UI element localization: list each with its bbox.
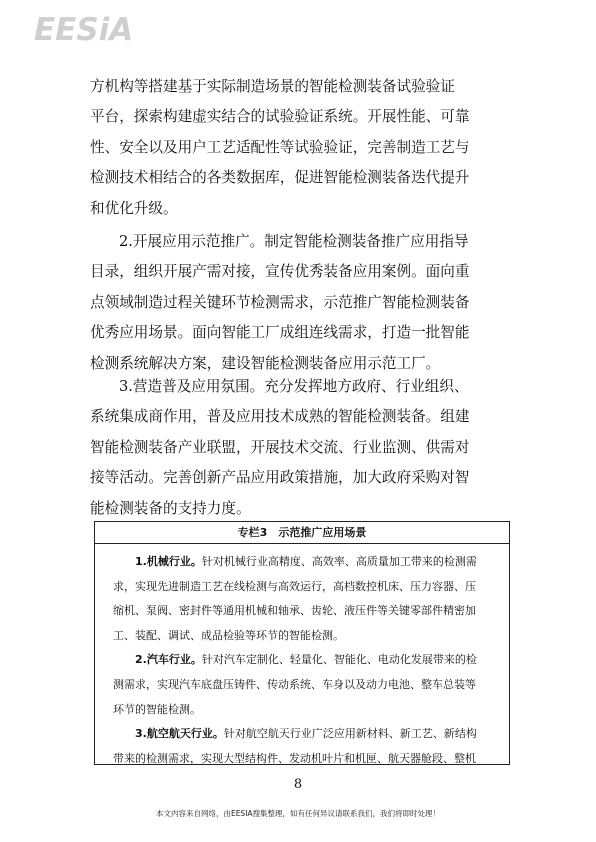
text-line: 检测系统解决方案，建设智能检测装备应用示范工厂。 [90,354,441,372]
paragraph-application-promotion [90,227,512,379]
paragraph-atmosphere [90,372,512,524]
text-line: 和优化升级。 [90,199,178,217]
text-line: 3.营造普及应用氛围。充分发挥地方政府、行业组织、 [119,378,469,395]
box-item-automotive [113,648,497,722]
text-line: 点领域制造过程关键环节检测需求，示范推广智能检测装备 [90,293,470,311]
item-line: 求，实现先进制造工艺在线检测与高效运行，高档数控机床、压力容器、压 [113,579,476,593]
footer-notice: 本文内容来自网络，由EESIA搜集整理，如有任何异议请联系我们，我们将即时处理！ [155,809,441,818]
page-number: 8 [293,777,303,792]
text-line: 2.开展应用示范推广。制定智能检测装备推广应用指导 [119,233,469,250]
text-line: 检测技术相结合的各类数据库，促进智能检测装备迭代提升 [90,169,470,187]
item-line: 带来的检测需求，实现大型结构件、发动机叶片和机匣、航天器舱段、整机 [113,751,476,765]
box-item-aerospace [113,722,497,765]
item-heading: 3.航空航天行业。 [135,727,224,741]
item-heading: 1.机械行业。 [135,555,202,568]
column-box [94,521,510,765]
text-line: 智能检测装备产业联盟，开展技术交流、行业监测、供需对 [90,438,470,456]
text-line: 方机构等搭建基于实际制造场景的智能检测装备试验验证 [90,78,455,95]
box-item-machinery [113,550,497,648]
eesia-logo: EESiA [34,12,134,48]
item-line: 环节的智能检测。 [113,702,201,716]
box-body [95,544,509,765]
text-line: 目录，组织开展产需对接，宣传优秀装备应用案例。面向重 [90,263,470,281]
text-line: 平台，探索构建虚实结合的试验验证系统。开展性能、可靠 [90,108,470,126]
text-line: 优秀应用场景。面向智能工厂成组连线需求，打造一批智能 [90,324,470,342]
text-line: 性、安全以及用户工艺适配性等试验验证，完善制造工艺与 [90,138,470,156]
item-line: 缩机、泵阀、密封件等通用机械和轴承、齿轮、液压件等关键零部件精密加 [113,604,476,618]
item-text: 针对机械行业高精度、高效率、高质量加工带来的检测需 [201,555,477,568]
text-line: 系统集成商作用，普及应用技术成熟的智能检测装备。组建 [90,408,470,426]
text-line: 接等活动。完善创新产品应用政策措施，加大政府采购对智 [90,469,470,487]
paragraph-continued [90,72,512,224]
item-line: 测需求，实现汽车底盘压铸件、传动系统、车身以及动力电池、整车总装等 [113,677,476,691]
box-title: 专栏3 示范推广应用场景 [95,522,509,544]
item-heading: 2.汽车行业。 [135,653,202,667]
item-text: 针对航空航天行业广泛应用新材料、新工艺、新结构 [223,727,477,741]
item-text: 针对汽车定制化、轻量化、智能化、电动化发展带来的检 [201,653,477,667]
item-line: 工、装配、调试、成品检验等环节的智能检测。 [113,628,344,642]
text-line: 能检测装备的支持力度。 [90,499,251,517]
